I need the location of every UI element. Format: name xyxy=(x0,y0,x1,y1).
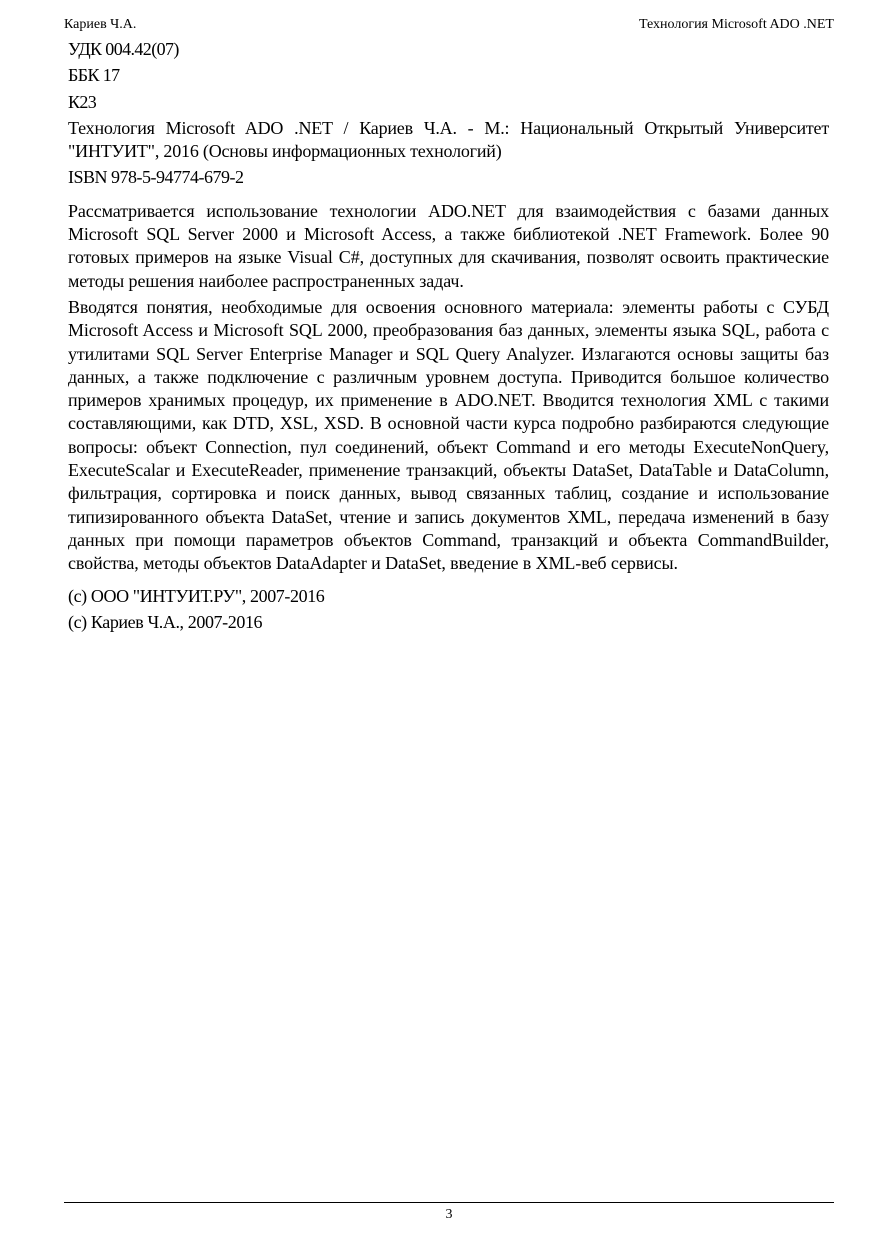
isbn: ISBN 978-5-94774-679-2 xyxy=(68,167,244,188)
copyright-author: (c) Кариев Ч.А., 2007-2016 xyxy=(68,611,263,632)
page-number: 3 xyxy=(445,1207,453,1222)
page-content xyxy=(68,38,829,637)
footer-divider xyxy=(64,1202,834,1203)
abstract-paragraph-1: Рассматривается использование технологии ADO.NET для взаимодействия с базами данных Microsoft SQL Server 2000 и Microsoft Access, а также библиотекой .NET Framework. Более 90 готовых примеров на языке Visual C#, доступных для скачивания, позволят освоить практические методы решения наиболее распространенных задач. xyxy=(68,200,829,291)
header-author: Кариев Ч.А. xyxy=(64,17,137,32)
udk-code: УДК 004.42(07) xyxy=(68,39,179,59)
bbk-code: ББК 17 xyxy=(68,65,120,86)
copyright-publisher: (c) ООО "ИНТУИТ.РУ", 2007-2016 xyxy=(68,585,325,606)
author-mark: К23 xyxy=(68,91,97,112)
abstract-paragraph-2: Вводятся понятия, необходимые для освоения основного материала: элементы работы с СУБД Microsoft Access и Microsoft SQL 2000, преобразования баз данных, элементы языка SQL, работа с утилитами SQL Server Enterprise Manager и SQL Query Analyzer. Излагаются основы защиты баз данных, а также подключение с различным уровнем доступа. Приводится большое количество примеров хранимых процедур, их применение в ADO.NET. Вводится технология XML с такими составляющими, как DTD, XSL, XSD. В основной части курса подробно разбираются следующие вопросы: объект Connection, пул соединений, объект Command и его методы ExecuteNonQuery, ExecuteScalar и ExecuteReader, применение транзакций, объекты DataSet, DataTable и DataColumn, фильтрация, сортировка и поиск данных, вывод связанных таблиц, создание и использование типизированного объекта DataSet, чтение и запись документов XML, передача изменений в базу данных при помощи параметров объектов Command, транзакций и объекта CommandBuilder, свойства, методы объектов DataAdapter и DataSet, введение в XML-веб сервисы. xyxy=(68,296,829,574)
header-book-title: Технология Microsoft ADO .NET xyxy=(638,17,834,32)
bibliographic-citation: Технология Microsoft ADO .NET / Кариев Ч.А. - М.: Национальный Открытый Университет "ИНТУИТ", 2016 (Основы информационных технологий) xyxy=(68,117,829,162)
running-header xyxy=(64,15,834,35)
